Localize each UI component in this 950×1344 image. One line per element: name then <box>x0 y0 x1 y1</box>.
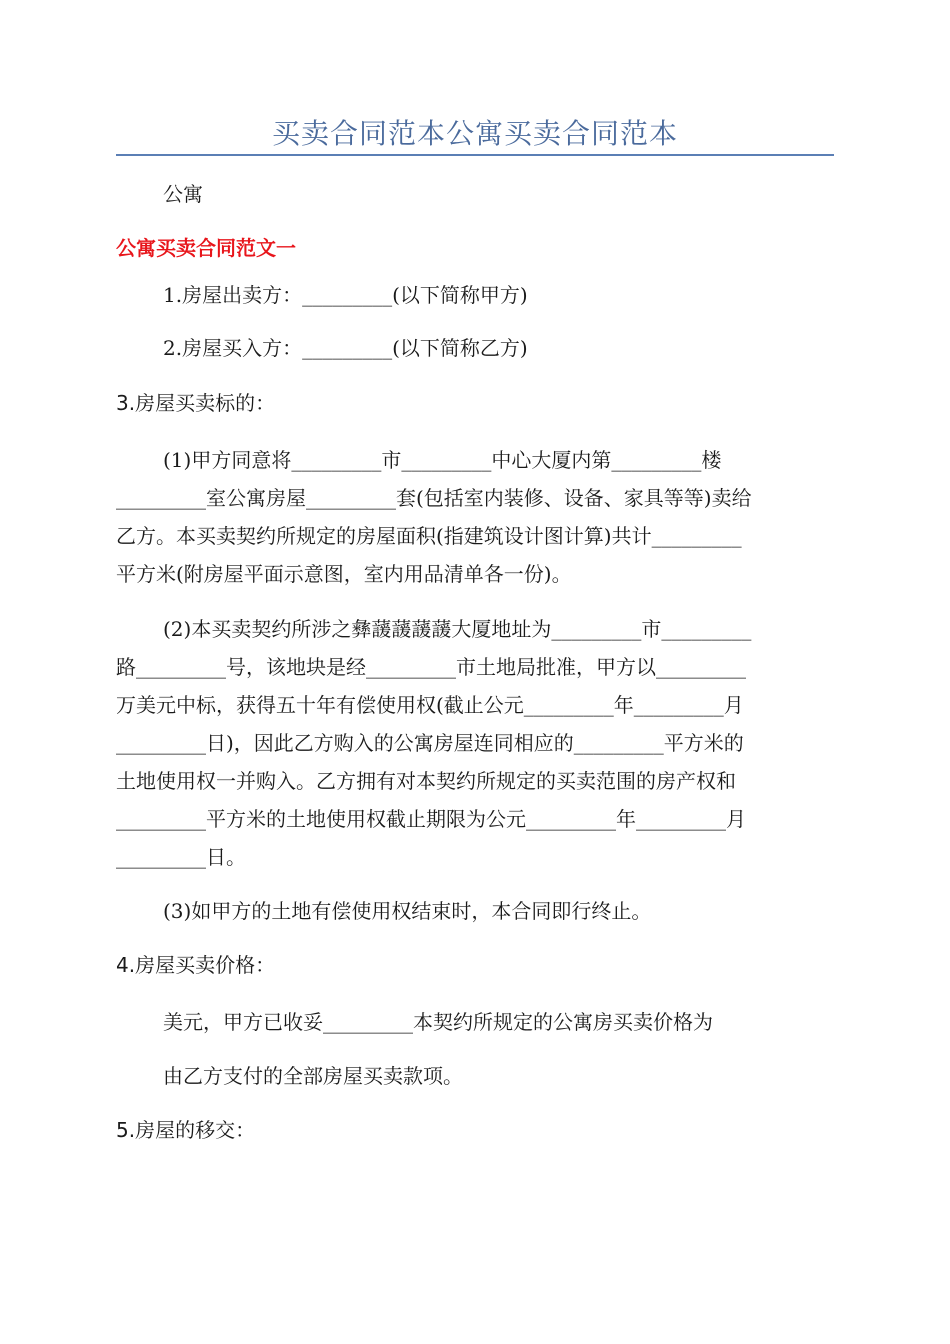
title-underline <box>116 154 834 156</box>
buyer-line: 2.房屋买入方：_________(以下简称乙方) <box>163 336 528 360</box>
clause-2-line: 万美元中标，获得五十年有偿使用权(截止公元_________年_________月 <box>116 693 744 717</box>
intro-text: 公寓 <box>163 182 203 206</box>
price-line-1: 美元，甲方已收妥_________本契约所规定的公寓房买卖价格为 <box>163 1010 713 1034</box>
price-line-2: 由乙方支付的全部房屋买卖款项。 <box>163 1064 463 1088</box>
transfer-heading: 5.房屋的移交： <box>116 1118 256 1142</box>
clause-1-line: 平方米(附房屋平面示意图，室内用品清单各一份)。 <box>116 562 572 586</box>
clause-2-line: (2)本买卖契约所涉之彝蘐蘐蘐蘐大厦地址为_________市_________ <box>163 617 752 641</box>
clause-2-line: _________日。 <box>116 845 246 869</box>
clause-2 <box>116 610 836 876</box>
clause-2-line: _________日)，因此乙方购入的公寓房屋连同相应的_________平方米的 <box>116 731 744 755</box>
document-title: 买卖合同范本公寓买卖合同范本 <box>271 117 678 150</box>
clause-1-line: _________室公寓房屋_________套(包括室内装修、设备、家具等等)卖给 <box>116 486 752 510</box>
seller-line: 1.房屋出卖方：_________(以下简称甲方) <box>163 283 528 307</box>
clause-3: (3)如甲方的土地有偿使用权结束时，本合同即行终止。 <box>163 899 652 923</box>
subject-heading: 3.房屋买卖标的： <box>116 391 276 415</box>
price-heading: 4.房屋买卖价格： <box>116 953 276 977</box>
clause-2-line: 路_________号，该地块是经_________市土地局批准，甲方以_________ <box>116 655 746 679</box>
clause-2-line: 土地使用权一并购入。乙方拥有对本契约所规定的买卖范围的房产权和 <box>116 769 736 793</box>
section-heading: 公寓买卖合同范文一 <box>116 236 296 260</box>
clause-1-line: 乙方。本买卖契约所规定的房屋面积(指建筑设计图计算)共计_________ <box>116 524 742 548</box>
clause-1 <box>116 441 836 593</box>
clause-1-line: (1)甲方同意将_________市_________中心大厦内第_________楼 <box>163 448 722 472</box>
clause-2-line: _________平方米的土地使用权截止期限为公元_________年_________月 <box>116 807 746 831</box>
